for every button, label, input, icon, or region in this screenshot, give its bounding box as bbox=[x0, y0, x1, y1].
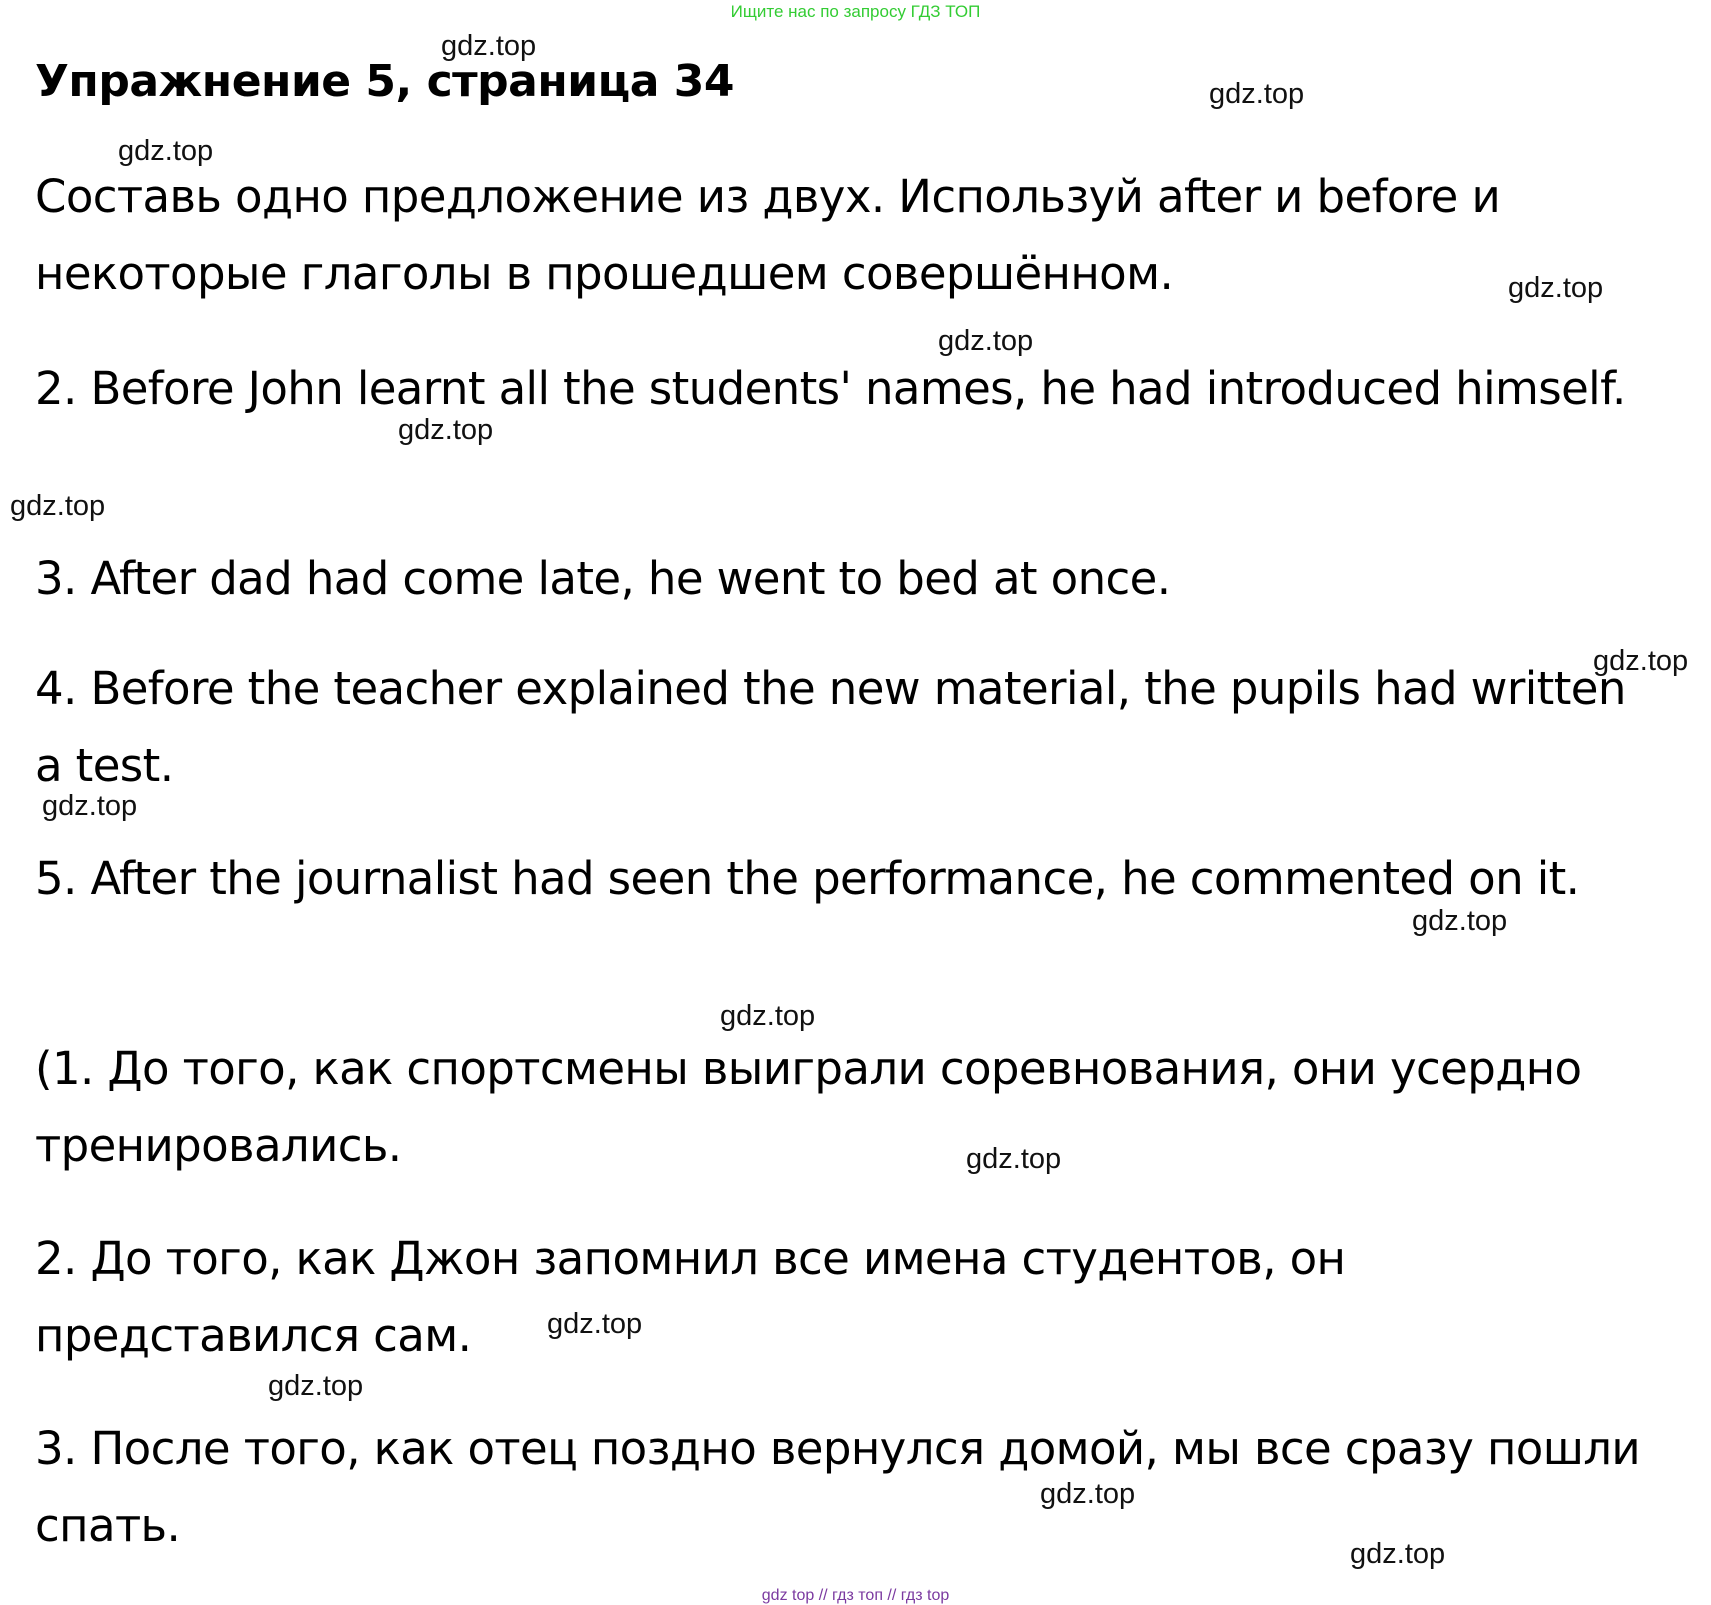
top-banner: Ищите нас по запросу ГДЗ ТОП bbox=[730, 2, 981, 21]
watermark: gdz.top bbox=[42, 790, 138, 822]
watermark: gdz.top bbox=[10, 490, 106, 522]
instruction-text: Составь одно предложение из двух. Используй after и before и некоторые глаголы в прошедшем совершённом. bbox=[35, 170, 1501, 300]
watermark: gdz.top bbox=[1412, 905, 1508, 937]
footer-links: gdz top // гдз топ // гдз top bbox=[761, 1587, 950, 1604]
watermark: gdz.top bbox=[720, 1000, 816, 1032]
watermark: gdz.top bbox=[268, 1370, 364, 1402]
watermark: gdz.top bbox=[1209, 78, 1305, 110]
watermark: gdz.top bbox=[547, 1308, 643, 1340]
watermark: gdz.top bbox=[1593, 645, 1689, 677]
watermark: gdz.top bbox=[398, 414, 494, 446]
watermark: gdz.top bbox=[118, 135, 214, 167]
answer-ru-3: 3. После того, как отец поздно вернулся домой, мы все сразу пошли спать. bbox=[35, 1422, 1641, 1552]
answer-en-3: 3. After dad had come late, he went to bed at once. bbox=[35, 552, 1171, 605]
answer-en-4: 4. Before the teacher explained the new material, the pupils had written a test. bbox=[35, 662, 1626, 792]
page-title: Упражнение 5, страница 34 bbox=[35, 56, 734, 107]
answer-en-2: 2. Before John learnt all the students' names, he had introduced himself. bbox=[35, 362, 1626, 415]
watermark: gdz.top bbox=[1508, 272, 1604, 304]
answer-ru-2: 2. До того, как Джон запомнил все имена студентов, он представился сам. bbox=[35, 1232, 1346, 1362]
watermark: gdz.top bbox=[1040, 1478, 1136, 1510]
answer-en-5: 5. After the journalist had seen the performance, he commented on it. bbox=[35, 852, 1580, 905]
answer-ru-1: (1. До того, как спортсмены выиграли соревнования, они усердно тренировались. bbox=[35, 1042, 1582, 1172]
watermark: gdz.top bbox=[966, 1143, 1062, 1175]
watermark: gdz.top bbox=[441, 30, 537, 62]
watermark: gdz.top bbox=[1350, 1538, 1446, 1570]
watermark: gdz.top bbox=[938, 325, 1034, 357]
